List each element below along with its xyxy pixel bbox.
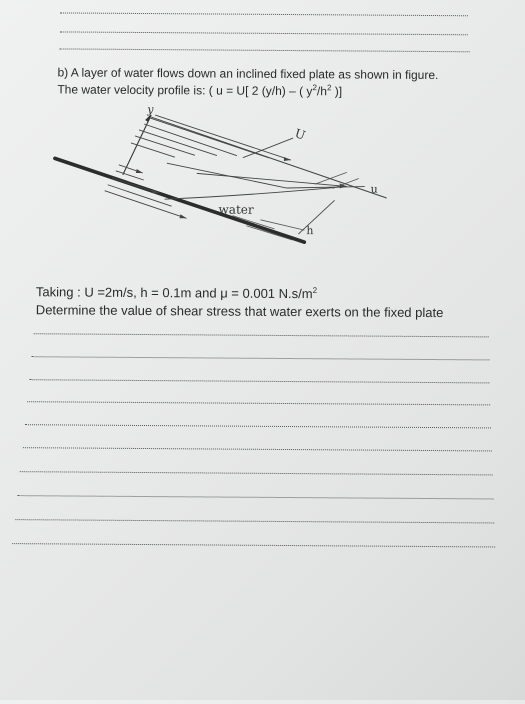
U-leader bbox=[243, 138, 293, 158]
task-statement: Determine the value of shear stress that water exerts on the fixed plate bbox=[35, 302, 444, 321]
label-h: h bbox=[306, 224, 314, 238]
answer-line bbox=[15, 519, 494, 523]
answer-line bbox=[18, 495, 494, 499]
plate-hatch bbox=[246, 226, 292, 240]
answer-line bbox=[23, 447, 492, 451]
given-data bbox=[36, 283, 444, 322]
answer-line bbox=[27, 401, 490, 405]
answer-line bbox=[32, 356, 490, 360]
answer-line bbox=[20, 471, 493, 475]
answer-line bbox=[29, 379, 489, 383]
given-values: Taking : U =2m/s, h = 0.1m and μ = 0.001 $N.s/m^2$ bbox=[35, 284, 318, 302]
answer-line bbox=[34, 333, 489, 337]
label-y: y bbox=[147, 103, 154, 117]
answer-line bbox=[60, 48, 470, 52]
answer-line bbox=[12, 543, 495, 547]
label-water: water bbox=[218, 202, 254, 217]
answer-line bbox=[25, 424, 491, 428]
question-text-1: A layer of water flows down an inclined fixed plate as shown in figure. bbox=[70, 65, 439, 83]
answer-line bbox=[60, 31, 468, 35]
answer-line bbox=[60, 12, 468, 16]
fixed-plate bbox=[54, 158, 305, 242]
inclined-plate-figure bbox=[46, 102, 387, 259]
label-U: U bbox=[293, 126, 308, 143]
question-b bbox=[57, 64, 438, 101]
label-u: u bbox=[370, 182, 378, 196]
flow-diagram bbox=[46, 102, 387, 254]
velocity-profile-formula: The water velocity profile is: ( u = U[ 2 (y/h) – ( $y^2/h^2$ )] bbox=[57, 82, 343, 99]
water-surface bbox=[151, 117, 388, 201]
h-dimension bbox=[298, 200, 334, 234]
question-label: b) bbox=[57, 65, 69, 80]
